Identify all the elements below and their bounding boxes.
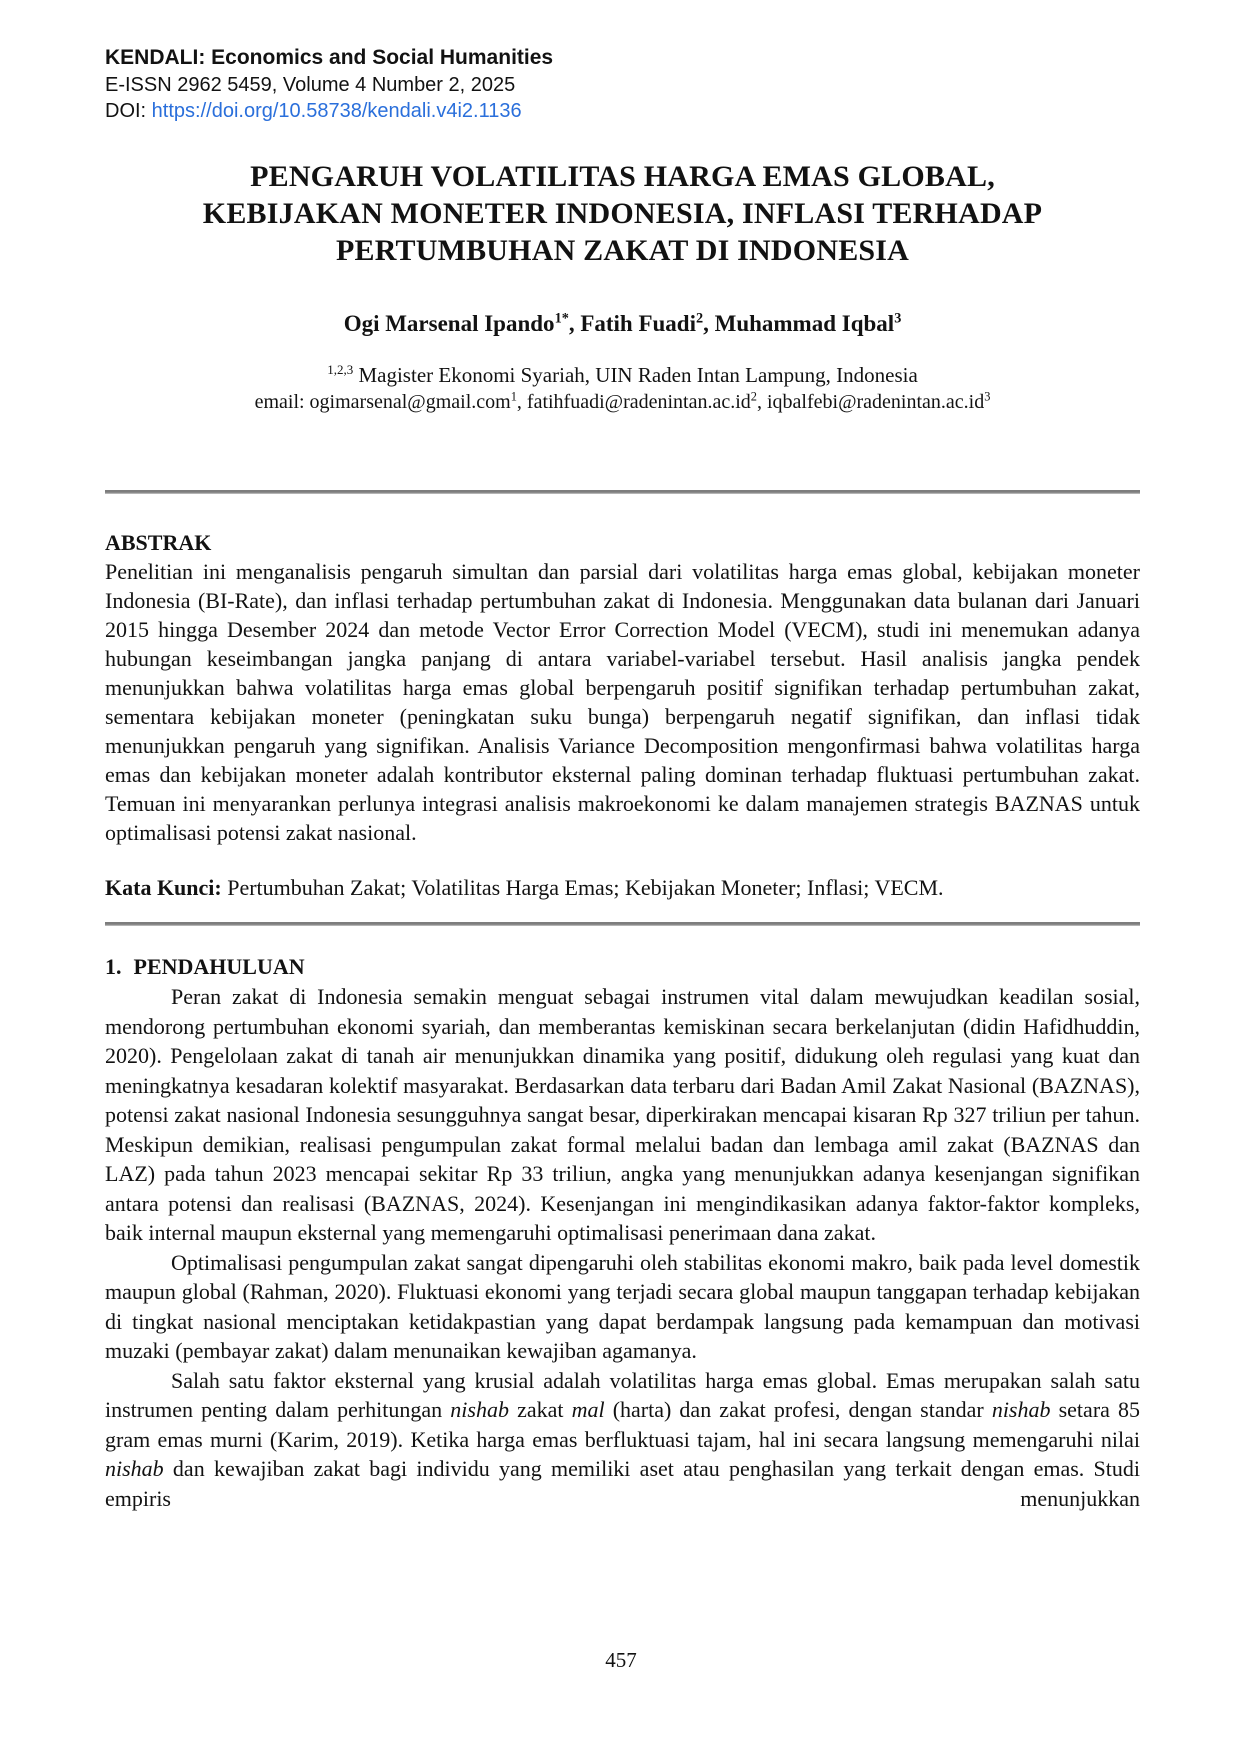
abstract-heading: ABSTRAK bbox=[105, 530, 212, 555]
keywords-line: Kata Kunci: Pertumbuhan Zakat; Volatilitas Harga Emas; Kebijakan Moneter; Inflasi; VECM. bbox=[105, 875, 944, 900]
section-title: PENDAHULUAN bbox=[133, 954, 305, 979]
journal-name: KENDALI: Economics and Social Humanities bbox=[105, 46, 554, 69]
intro-paragraph-2: Optimalisasi pengumpulan zakat sangat dipengaruhi oleh stabilitas ekonomi makro, baik pada level domestik maupun global (Rahman, 2020). Fluktuasi ekonomi yang terjadi secara global maupun tanggapan terhadap kebijakan di tingkat nasional menciptakan ketidakpastian yang dapat berdampak langsung pada kemampuan dan motivasi muzaki (pembayar zakat) dalam menunaikan kewajiban agamanya. bbox=[105, 1249, 1140, 1363]
doi-line bbox=[105, 98, 1140, 124]
article-title-line-2: KEBIJAKAN MONETER INDONESIA, INFLASI TERHADAP bbox=[202, 197, 1043, 230]
article-title bbox=[105, 158, 1140, 269]
emails-line: email: ogimarsenal@gmail.com$^1$, $fatihfuadi@radenintan.ac.id^2$, $iqbalfebi@radenintan.ac.id^3$ bbox=[254, 389, 991, 413]
horizontal-divider bbox=[105, 490, 1140, 494]
section-number: 1. bbox=[105, 954, 122, 979]
article-title-line-3: PERTUMBUHAN ZAKAT DI INDONESIA bbox=[335, 234, 910, 267]
article-title-line-1: PENGARUH VOLATILITAS HARGA EMAS GLOBAL, bbox=[250, 160, 995, 193]
doi-link[interactable]: https://doi.org/10.58738/kendali.v4i2.1136 bbox=[151, 100, 522, 122]
issn-volume-line: E-ISSN 2962 5459, Volume 4 Number 2, 2025 bbox=[105, 74, 516, 96]
intro-paragraph-1: Peran zakat di Indonesia semakin menguat sebagai instrumen vital dalam mewujudkan keadilan sosial, mendorong pertumbuhan ekonomi syariah, dan memberantas kemiskinan secara berkelanjutan (didin Hafidhuddin, 2020). Pengelolaan zakat di tanah air menunjukkan dinamika yang positif, didukung oleh regulasi yang kuat dan meningkatnya kesadaran kolektif masyarakat. Berdasarkan data terbaru dari Badan Amil Zakat Nasional (BAZNAS), potensi zakat nasional Indonesia sesungguhnya sangat besar, diperkirakan mencapai kisaran Rp 327 triliun per tahun. Meskipun demikian, realisasi pengumpulan zakat formal melalui badan dan lembaga amil zakat (BAZNAS dan LAZ) pada tahun 2023 mencapai sekitar Rp 33 triliun, angka yang menunjukkan adanya kesenjangan signifikan antara potensi dan realisasi (BAZNAS, 2024). Kesenjangan ini mengindikasikan adanya faktor-faktor kompleks, baik internal maupun eksternal yang memengaruhi optimalisasi penerimaan dana zakat. bbox=[105, 984, 1140, 1245]
doi-label: DOI: bbox=[105, 100, 152, 122]
horizontal-divider bbox=[105, 922, 1140, 926]
journal-header bbox=[105, 44, 1140, 124]
page-number: 457 bbox=[605, 1648, 637, 1672]
intro-paragraph-3: Salah satu faktor eksternal yang krusial adalah volatilitas harga emas global. Emas merupakan salah satu instrumen penting dalam perhitungan nishab zakat mal (harta) dan zakat profesi, dengan standar nishab setara 85 gram emas murni (Karim, 2019). Ketika harga emas berfluktuasi tajam, hal ini secara langsung memengaruhi nilai nishab dan kewajiban zakat bagi individu yang memiliki aset atau penghasilan yang terkait dengan emas. Studi empiris menunjukkan bbox=[105, 1367, 1141, 1511]
authors-line: Ogi Marsenal Ipando$^{1*}$, Fatih Fuadi$^2$, Muhammad Iqbal$^3$ bbox=[343, 310, 902, 336]
section-heading-pendahuluan bbox=[105, 952, 1140, 982]
affiliation-line: $^{1,2,3}$ Magister Ekonomi Syariah, UIN Raden Intan Lampung, Indonesia bbox=[327, 362, 918, 387]
abstract-body: Penelitian ini menganalisis pengaruh simultan dan parsial dari volatilitas harga emas global, kebijakan moneter Indonesia (BI-Rate), dan inflasi terhadap pertumbuhan zakat di Indonesia. Menggunakan data bulanan dari Januari 2015 hingga Desember 2024 dan metode Vector Error Correction Model (VECM), studi ini menemukan adanya hubungan keseimbangan jangka panjang di antara variabel-variabel tersebut. Hasil analisis jangka pendek menunjukkan bahwa volatilitas harga emas global berpengaruh positif signifikan terhadap pertumbuhan zakat, sementara kebijakan moneter (peningkatan suku bunga) berpengaruh negatif signifikan, dan inflasi tidak menunjukkan pengaruh yang signifikan. Analisis Variance Decomposition mengonfirmasi bahwa volatilitas harga emas dan kebijakan moneter adalah kontributor eksternal paling dominan terhadap fluktuasi pertumbuhan zakat. Temuan ini menyarankan perlunya integrasi analisis makroekonomi ke dalam manajemen strategis BAZNAS untuk optimalisasi potensi zakat nasional. bbox=[105, 559, 1140, 845]
